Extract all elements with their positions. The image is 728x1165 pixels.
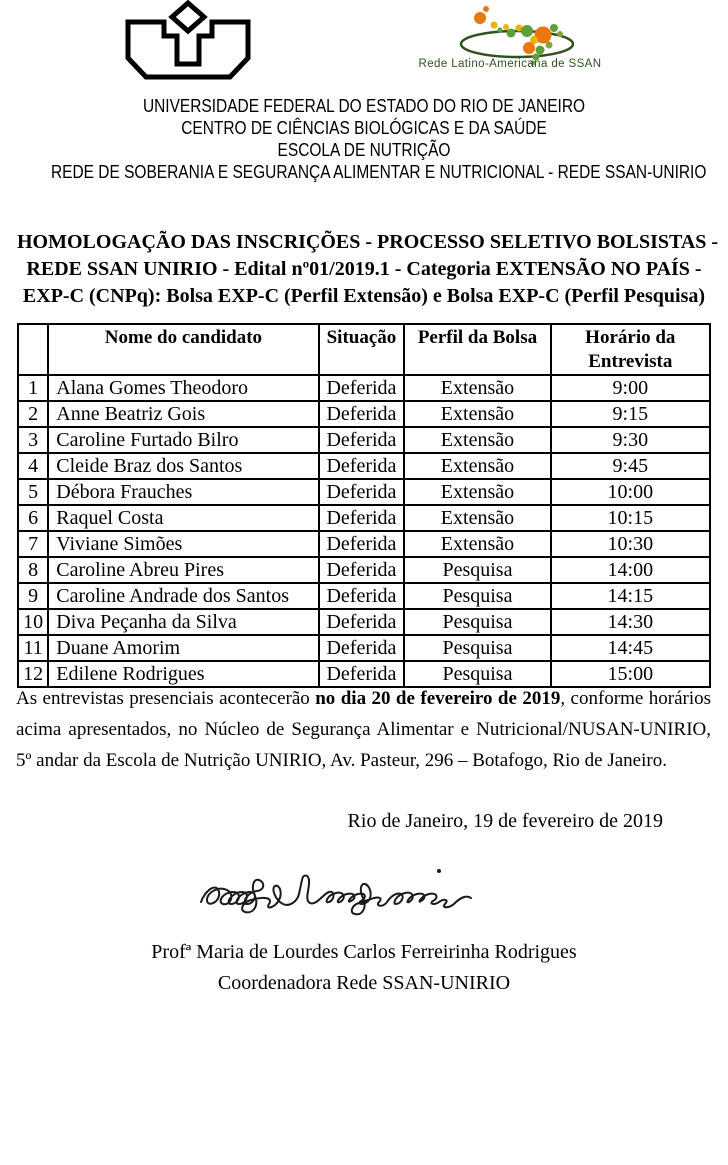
profile-cell: Extensão [404,427,550,453]
candidate-name-cell: Diva Peçanha da Silva [48,609,318,635]
candidate-name-cell: Cleide Braz dos Santos [48,453,318,479]
row-number-cell: 11 [18,635,48,661]
profile-cell: Extensão [404,531,550,557]
row-number-cell: 6 [18,505,48,531]
candidates-table [17,323,711,688]
table-row [18,557,710,583]
interview-info-paragraph [16,683,711,776]
signature-scribble-icon [195,862,515,920]
candidate-name-cell: Viviane Simões [48,531,318,557]
status-cell: Deferida [319,661,405,687]
unirio-logo [120,0,255,95]
org-header [0,95,728,183]
time-cell: 10:00 [551,479,710,505]
unirio-chalice-icon [120,0,255,95]
candidate-name-cell: Caroline Furtado Bilro [48,427,318,453]
paragraph-suffix: , conforme horários acima apresentados, no Núcleo de Segurança Alimentar e Nutricional/NUSAN-UNIRIO, 5º andar da Escola de Nutrição UNIRIO, Av. Pasteur, 296 – Botafogo, Rio de Janeiro. [16,688,712,771]
row-number-cell: 5 [18,479,48,505]
status-cell: Deferida [319,635,405,661]
col-header-profile: Perfil da Bolsa [404,324,550,375]
table-row [18,609,710,635]
table-row [18,401,710,427]
time-cell: 14:45 [551,635,710,661]
row-number-cell: 4 [18,453,48,479]
time-cell: 15:00 [551,661,710,687]
profile-cell: Pesquisa [404,557,550,583]
candidate-name-cell: Alana Gomes Theodoro [48,375,318,401]
table-row [18,453,710,479]
row-number-cell: 10 [18,609,48,635]
profile-cell: Extensão [404,505,550,531]
candidate-name-cell: Raquel Costa [48,505,318,531]
candidate-name-cell: Anne Beatriz Gois [48,401,318,427]
col-header-interview-time: Horário da Entrevista [551,324,710,375]
time-cell: 10:30 [551,531,710,557]
status-cell: Deferida [319,401,405,427]
signer-name: Profª Maria de Lourdes Carlos Ferreirinha Rodrigues [151,941,577,963]
profile-cell: Pesquisa [404,661,550,687]
table-row [18,505,710,531]
org-line-network: REDE DE SOBERANIA E SEGURANÇA ALIMENTAR E NUTRICIONAL - REDE SSAN-UNIRIO [50,162,707,182]
profile-cell: Pesquisa [404,583,550,609]
title-line-3: EXP-C (CNPq): Bolsa EXP-C (Perfil Extensão) e Bolsa EXP-C (Perfil Pesquisa) [22,285,706,307]
candidate-name-cell: Débora Frauches [48,479,318,505]
ssan-latinamerica-icon [405,2,615,66]
table-row [18,479,710,505]
profile-cell: Extensão [404,375,550,401]
table-row [18,635,710,661]
title-line-1: HOMOLOGAÇÃO DAS INSCRIÇÕES - PROCESSO SELETIVO BOLSISTAS - [17,231,719,253]
ssan-logo-caption: Rede Latino-Americana de SSAN [418,58,602,70]
profile-cell: Pesquisa [404,635,550,661]
col-header-number [18,324,48,375]
candidate-name-cell: Caroline Andrade dos Santos [48,583,318,609]
row-number-cell: 1 [18,375,48,401]
org-line-school: ESCOLA DE NUTRIÇÃO [277,140,451,160]
table-header-row [18,324,710,375]
table-row [18,427,710,453]
time-cell: 14:00 [551,557,710,583]
status-cell: Deferida [319,453,405,479]
time-cell: 9:15 [551,401,710,427]
signature-image [195,862,515,920]
ssan-logo [405,2,615,80]
time-cell: 9:30 [551,427,710,453]
candidates-table-body [18,375,710,687]
time-cell: 10:15 [551,505,710,531]
profile-cell: Pesquisa [404,609,550,635]
candidate-name-cell: Caroline Abreu Pires [48,557,318,583]
row-number-cell: 9 [18,583,48,609]
row-number-cell: 8 [18,557,48,583]
date-line: Rio de Janeiro, 19 de fevereiro de 2019 [347,810,663,832]
profile-cell: Extensão [404,401,550,427]
candidate-name-cell: Duane Amorim [48,635,318,661]
org-line-university: UNIVERSIDADE FEDERAL DO ESTADO DO RIO DE JANEIRO [142,96,586,116]
paragraph-prefix: As entrevistas presenciais acontecerão [16,688,316,709]
status-cell: Deferida [319,505,405,531]
paragraph-bold-date: no dia 20 de fevereiro de 2019 [315,688,561,709]
status-cell: Deferida [319,479,405,505]
profile-cell: Extensão [404,453,550,479]
row-number-cell: 12 [18,661,48,687]
org-line-center: CENTRO DE CIÊNCIAS BIOLÓGICAS E DA SAÚDE [181,118,547,138]
time-cell: 9:00 [551,375,710,401]
col-header-candidate-name: Nome do candidato [48,324,318,375]
status-cell: Deferida [319,583,405,609]
signer-role: Coordenadora Rede SSAN-UNIRIO [217,972,511,994]
status-cell: Deferida [319,427,405,453]
table-row [18,531,710,557]
profile-cell: Extensão [404,479,550,505]
status-cell: Deferida [319,531,405,557]
status-cell: Deferida [319,375,405,401]
row-number-cell: 2 [18,401,48,427]
table-row [18,375,710,401]
row-number-cell: 3 [18,427,48,453]
title-line-2: REDE SSAN UNIRIO - Edital nº01/2019.1 - Categoria EXTENSÃO NO PAÍS - [26,258,702,280]
time-cell: 14:30 [551,609,710,635]
document-title [17,229,719,310]
time-cell: 14:15 [551,583,710,609]
status-cell: Deferida [319,609,405,635]
row-number-cell: 7 [18,531,48,557]
table-row [18,583,710,609]
time-cell: 9:45 [551,453,710,479]
col-header-status: Situação [319,324,405,375]
status-cell: Deferida [319,557,405,583]
candidate-name-cell: Edilene Rodrigues [48,661,318,687]
